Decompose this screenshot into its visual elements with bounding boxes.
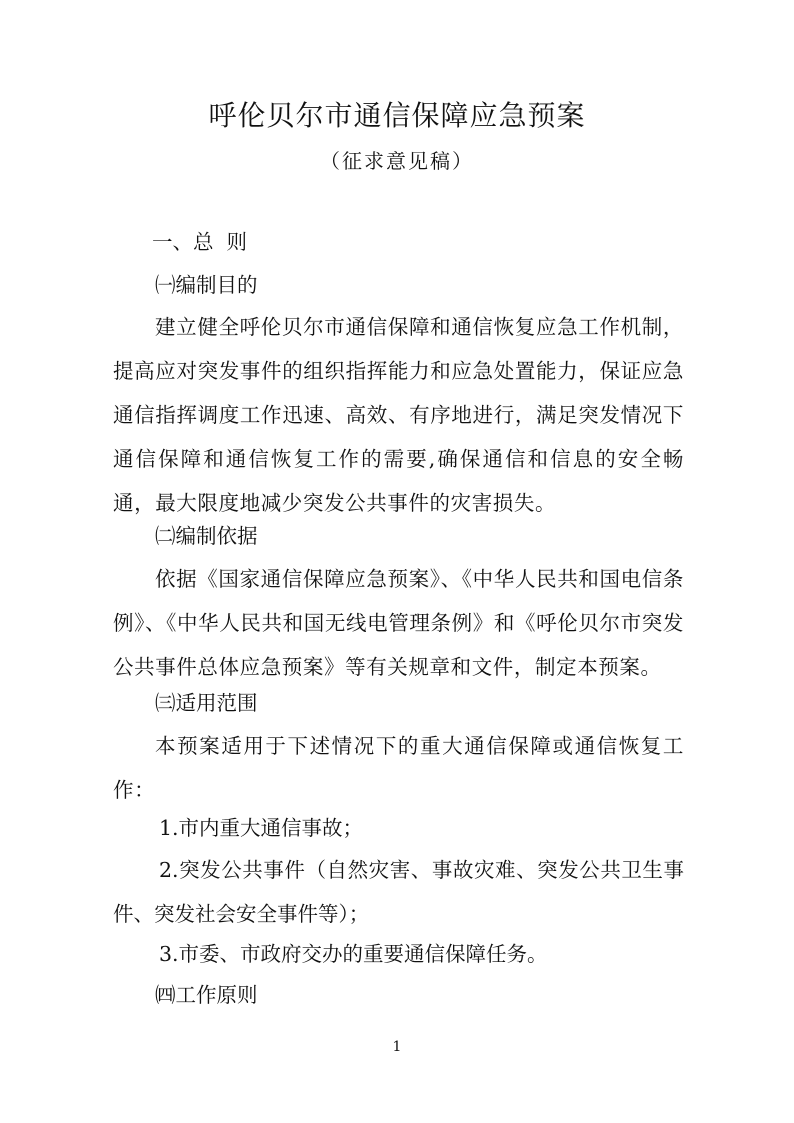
subsection-heading-scope: ㈢适用范围: [155, 691, 258, 715]
subsection-heading-purpose: ㈠编制目的: [155, 273, 258, 297]
subsection-heading-basis: ㈡编制依据: [155, 524, 258, 548]
paragraph-basis: 依据《国家通信保障应急预案》、《中华人民共和国电信条例》、《中华人民共和国无线电管理条例》和《呼伦贝尔市突发公共事件总体应急预案》等有关规章和文件，制定本预案。: [113, 567, 684, 679]
page-number: 1: [392, 1039, 402, 1055]
paragraph-scope: 本预案适用于下述情况下的重大通信保障或通信恢复工作：: [113, 734, 684, 802]
document-subtitle: （征求意见稿）: [320, 149, 474, 173]
section-heading-general-provisions: 一、总 则: [152, 230, 248, 254]
paragraph-purpose: 建立健全呼伦贝尔市通信保障和通信恢复应急工作机制，提高应对突发事件的组织指挥能力和应急处置能力，保证应急通信指挥调度工作迅速、高效、有序地进行，满足突发情况下通信保障和通信恢复工作的需要,确保通信和信息的安全畅通，最大限度地减少突发公共事件的灾害损失。: [113, 315, 684, 515]
list-item: 2.突发公共事件（自然灾害、事故灾难、突发公共卫生事件、突发社会安全事件等）；: [113, 858, 684, 926]
subsection-heading-principles: ㈣工作原则: [155, 983, 258, 1007]
list-item: 3.市委、市政府交办的重要通信保障任务。: [159, 942, 548, 966]
document-title: 呼伦贝尔市通信保障应急预案: [208, 99, 586, 132]
list-item: 1.市内重大通信事故；: [159, 816, 364, 840]
